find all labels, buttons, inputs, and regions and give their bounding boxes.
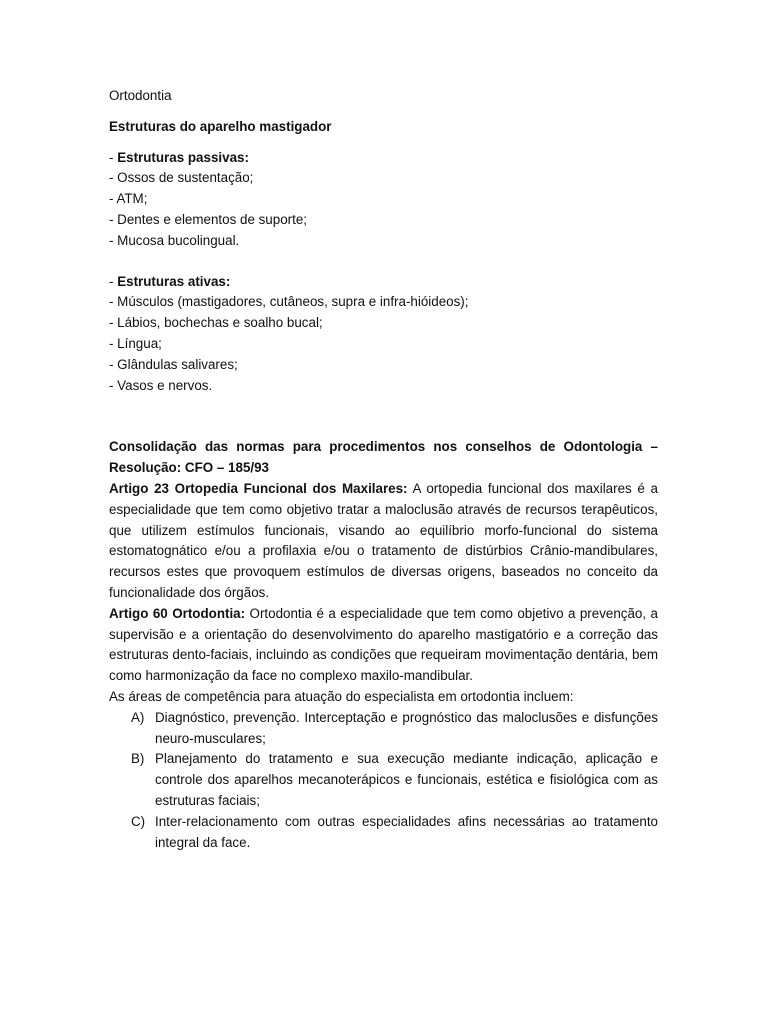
list-item-text: Planejamento do tratamento e sua execução mediante indicação, aplicação e controle dos aparelhos mecanoterápicos e funcionais, estética e fisiológica com as estruturas faciais; — [155, 751, 658, 808]
list-item: - Língua; — [109, 335, 162, 351]
passive-structures-label: Estruturas passivas: — [117, 149, 249, 165]
passive-structures-header — [109, 148, 658, 169]
active-structures-header — [109, 272, 658, 293]
article-23-label: Artigo 23 Ortopedia Funcional dos Maxilares: — [109, 480, 408, 496]
list-marker: A) — [131, 709, 145, 725]
list-item: - Músculos (mastigadores, cutâneos, supra e infra-hióideos); — [109, 294, 469, 310]
article-60-text: Ortodontia é a especialidade que tem como objetivo a prevenção, a supervisão e a orientação do desenvolvimento do aparelho mastigatório e a correção das estruturas dento-faciais, incluindo as condições que requeiram movimentação dentária, bem como harmonização da face no complexo maxilo-mandibular. — [109, 605, 658, 684]
list-item: - Glândulas salivares; — [109, 356, 238, 372]
document-title: Ortodontia — [109, 88, 172, 103]
list-item: - Dentes e elementos de suporte; — [109, 211, 307, 227]
list-marker: B) — [131, 751, 145, 767]
list-item — [109, 749, 658, 811]
list-item-text: Diagnóstico, prevenção. Interceptação e prognóstico das maloclusões e disfunções neuro-musculares; — [155, 709, 658, 746]
list-dash: - — [109, 149, 118, 165]
list-item: - ATM; — [109, 191, 148, 207]
active-structures-label: Estruturas ativas: — [117, 273, 231, 289]
list-item — [109, 812, 658, 854]
list-item: - Vasos e nervos. — [109, 377, 213, 393]
regulation-section — [109, 437, 658, 853]
article-60-paragraph — [109, 604, 658, 687]
article-23-text: A ortopedia funcional dos maxilares é a especialidade que tem como objetivo tratar a maloclusão através de recursos terapêuticos, que utilizem estímulos funcionais, visando ao equilíbrio morfo-funcional do sistema estomatognático e/ou a profilaxia e/ou o tratamento de distúrbios Crânio-mandibulares, recursos estes que provoquem estímulos de diversas origens, baseados no conceito da funcionalidade dos órgãos. — [109, 480, 659, 600]
section-heading: Estruturas do aparelho mastigador — [109, 118, 332, 134]
list-dash: - — [109, 273, 118, 289]
competence-areas-list — [109, 708, 658, 854]
list-item: - Ossos de sustentação; — [109, 170, 254, 186]
areas-intro: As áreas de competência para atuação do especialista em ortodontia incluem: — [109, 688, 574, 704]
article-60-label: Artigo 60 Ortodontia: — [109, 605, 246, 621]
passive-structures-list — [109, 148, 658, 252]
list-item — [109, 708, 658, 750]
list-item: - Mucosa bucolingual. — [109, 232, 240, 248]
list-item-text: Inter-relacionamento com outras especialidades afins necessárias ao tratamento integral da face. — [155, 813, 658, 850]
document-page — [109, 86, 658, 853]
list-item: - Lábios, bochechas e soalho bucal; — [109, 315, 323, 331]
list-marker: C) — [131, 813, 146, 829]
active-structures-list — [109, 272, 658, 397]
article-23-paragraph — [109, 479, 658, 604]
consolidation-heading: Consolidação das normas para procedimentos nos conselhos de Odontologia – Resolução: CFO – 185/93 — [109, 439, 658, 476]
